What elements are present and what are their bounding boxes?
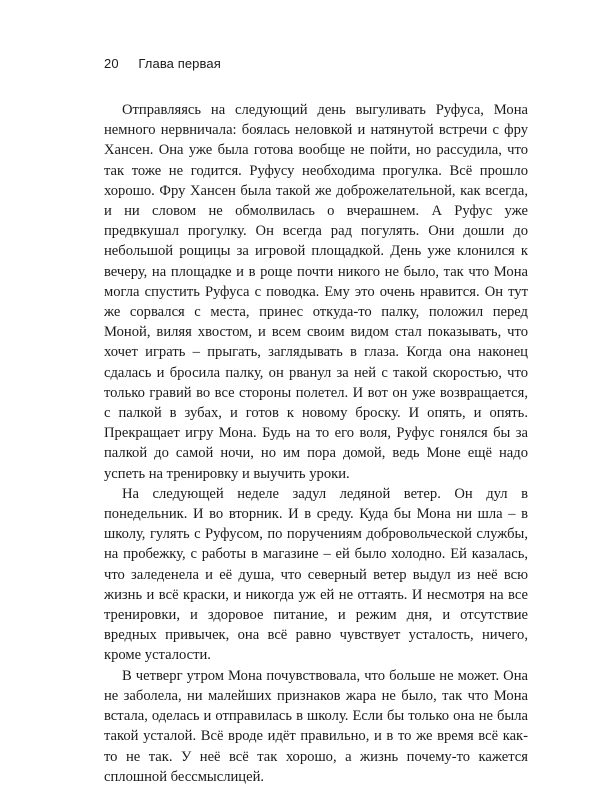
chapter-title: Глава первая [138,56,221,71]
paragraph-1: Отправляясь на следующий день выгуливать Руфуса, Мона немного нервничала: боялась неловкой и натянутой встречи с фру Хансен. Она уже была готова вообще не пойти, но рассудила, что так тоже не годится. Руфусу необходима прогулка. Всё прошло хорошо. Фру Хансен была такой же доброжелательной, как всегда, и ни словом не обмолвилась о вчерашнем. А Руфус уже предвкушал прогулку. Он всегда рад погулять. Они дошли до небольшой рощицы за игровой площадкой. День уже клонился к вечеру, на площадке и в роще почти никого не было, так что Мона могла спустить Руфуса с поводка. Ему это очень нравится. Он тут же сорвался с места, принес откуда-то палку, положил перед Моной, виляя хвостом, и всем своим видом стал показывать, что хочет играть – прыгать, заглядывать в глаза. Когда она наконец сдалась и бросила палку, он рванул за ней с такой скоростью, что только гравий во все стороны полетел. И вот он уже возвращается, с палкой в зубах, и готов к новому броску. И опять, и опять. Прекращает игру Мона. Будь на то его воля, Руфус гонялся бы за палкой до самой ночи, но им пора домой, ведь Моне ещё надо успеть на тренировку и выучить уроки. [104,102,528,482]
page-number: 20 [104,56,119,71]
paragraph-2: На следующей неделе задул ледяной ветер. Он дул в понедельник. И во вторник. И в среду. Куда бы Мона ни шла – в школу, гулять с Руфусом, по поручениям добровольческой службы, на пробежку, с работы в магазине – ей было холодно. Ей казалась, что заледенела и её душа, что северный ветер выдул из неё всю жизнь и всё краски, и никогда уж ей не оттаять. И несмотря на все тренировки, и здоровое питание, и режим дня, и отсутствие вредных привычек, она всё равно чувствует усталость, ничего, кроме усталости. [104,485,528,664]
body-text [104,100,528,787]
running-header [104,56,221,71]
paragraph-3: В четверг утром Мона почувствовала, что больше не может. Она не заболела, ни малейших признаков жара не было, так что Мона встала, оделась и отправилась в школу. Если бы только она не была такой усталой. Всё вроде идёт правильно, и в то же время всё как-то не так. У неё всё так хорошо, а жизнь почему-то кажется сплошной бессмыслицей. [104,667,528,785]
